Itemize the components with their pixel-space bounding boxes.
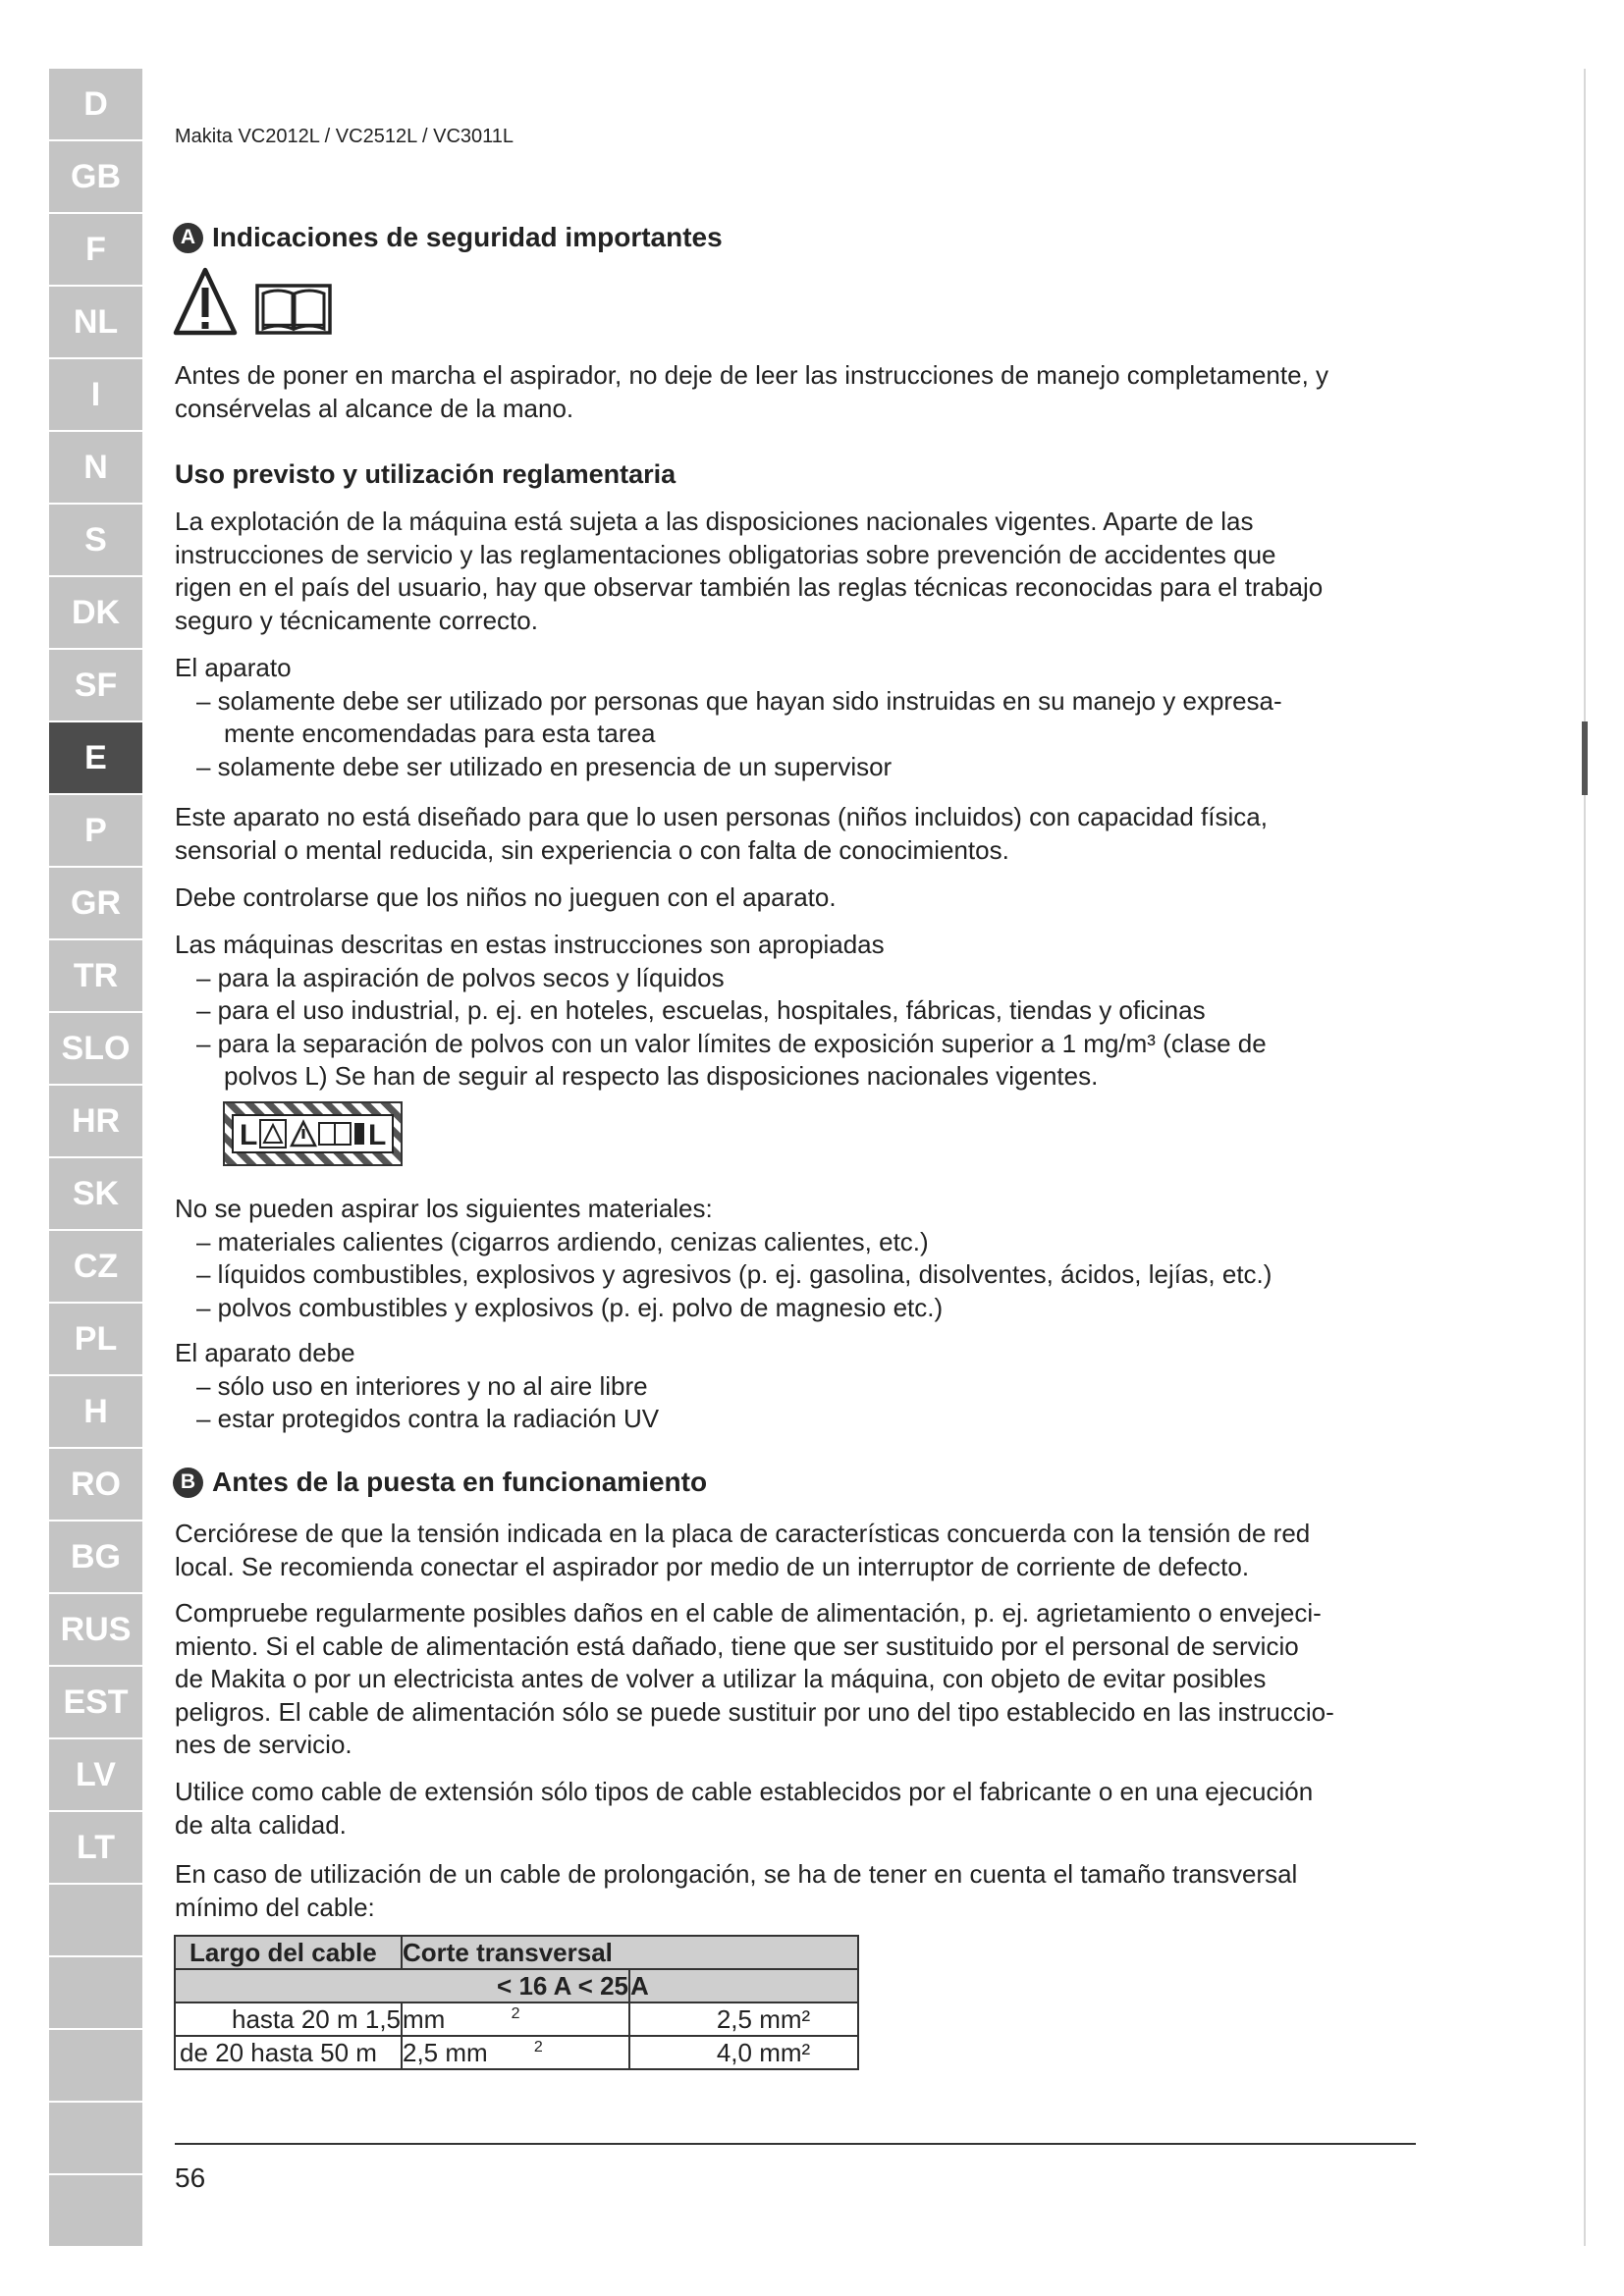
regulation-paragraph bbox=[175, 506, 1432, 637]
operator-item-1-cont: mente encomendadas para esta tarea bbox=[224, 719, 656, 749]
language-tab-empty bbox=[49, 2030, 142, 2103]
dust-class-l-label bbox=[223, 1101, 403, 1166]
language-tab-s[interactable]: S bbox=[49, 505, 142, 577]
section-b-badge: B bbox=[173, 1468, 203, 1498]
language-tab-tr[interactable]: TR bbox=[49, 940, 142, 1013]
row2-section-16a bbox=[402, 2036, 629, 2069]
section-a-badge: A bbox=[173, 223, 203, 253]
language-tab-h[interactable]: H bbox=[49, 1376, 142, 1449]
header-current-range: < 16 A < 25 bbox=[175, 1969, 629, 2002]
table-header-row-2 bbox=[175, 1969, 858, 2002]
regulation-line-4: seguro y técnicamente correcto. bbox=[175, 605, 538, 635]
language-tab-dk[interactable]: DK bbox=[49, 577, 142, 650]
dust-label-left-l: L bbox=[240, 1119, 258, 1151]
suitable-use-item-2: – para el uso industrial, p. ej. en hoteles, escuelas, hospitales, fábricas, tiendas y oficinas bbox=[196, 995, 1206, 1026]
regulation-line-1: La explotación de la máquina está sujeta a las disposiciones nacionales vigentes. Aparte de las bbox=[175, 507, 1254, 536]
footer-rule bbox=[175, 2143, 1416, 2145]
suitable-use-item-3-cont: polvos L) Se han de seguir al respecto las disposiciones nacionales vigentes. bbox=[224, 1061, 1099, 1092]
language-tab-empty bbox=[49, 1957, 142, 2030]
cross-section-line-2: mínimo del cable: bbox=[175, 1892, 375, 1922]
language-tab-empty bbox=[49, 1885, 142, 1957]
cable-damage-line-2: miento. Si el cable de alimentación está dañado, tiene que ser sustituido por el personal de servicio bbox=[175, 1630, 1299, 1661]
language-tab-est[interactable]: EST bbox=[49, 1667, 142, 1739]
warning-triangle-icon bbox=[173, 266, 238, 337]
intro-line-1: Antes de poner en marcha el aspirador, no deje de leer las instrucciones de manejo completamente, y bbox=[175, 360, 1329, 390]
cable-damage-line-3: de Makita o por un electricista antes de volver a utilizar la máquina, con objeto de evitar posibles bbox=[175, 1664, 1267, 1694]
language-tab-slo[interactable]: SLO bbox=[49, 1013, 142, 1086]
cable-damage-line-1: Compruebe regularmente posibles daños en el cable de alimentación, p. ej. agrietamiento o envejeci- bbox=[175, 1598, 1322, 1628]
row1-section-25a: 2,5 mm² bbox=[629, 2002, 858, 2036]
voltage-line-1: Cerciórese de que la tensión indicada en la placa de características concuerda con la tensión de red bbox=[175, 1519, 1311, 1548]
extension-line-1: Utilice como cable de extensión sólo tipos de cable establecidos por el fabricante o en una ejecución bbox=[175, 1777, 1314, 1806]
language-tab-ro[interactable]: RO bbox=[49, 1449, 142, 1522]
safety-icons bbox=[173, 266, 334, 337]
voltage-line-2: local. Se recomienda conectar el aspirador por medio de un interruptor de corriente de defecto. bbox=[175, 1551, 1250, 1581]
cable-damage-paragraph bbox=[175, 1597, 1432, 1762]
section-marker bbox=[1582, 721, 1588, 795]
language-tab-f[interactable]: F bbox=[49, 214, 142, 287]
language-tab-empty bbox=[49, 2103, 142, 2175]
model-header: Makita VC2012L / VC2512L / VC3011L bbox=[175, 126, 514, 147]
operator-paragraph bbox=[175, 652, 1432, 783]
regulation-line-3: rigen en el país del usuario, hay que observar también las reglas técnicas reconocidas para el trabajo bbox=[175, 572, 1324, 603]
suitable-use-item-1: – para la aspiración de polvos secos y líquidos bbox=[196, 962, 725, 992]
language-tab-gb[interactable]: GB bbox=[49, 141, 142, 214]
children-paragraph bbox=[175, 881, 1432, 915]
section-a-title bbox=[173, 222, 723, 253]
regulation-line-2: instrucciones de servicio y las reglamentaciones obligatorias sobre prevención de accidentes que bbox=[175, 539, 1276, 569]
indoor-item-1: – sólo uso en interiores y no al aire libre bbox=[196, 1370, 648, 1401]
language-tab-hr[interactable]: HR bbox=[49, 1086, 142, 1158]
section-a-title-text: Indicaciones de seguridad importantes bbox=[212, 222, 723, 252]
language-tab-sk[interactable]: SK bbox=[49, 1158, 142, 1231]
indoor-item-2: – estar protegidos contra la radiación UV bbox=[196, 1404, 660, 1434]
header-cable-length: Largo del cable bbox=[175, 1936, 402, 1969]
intro-paragraph bbox=[175, 359, 1432, 425]
section-b-title-text: Antes de la puesta en funcionamiento bbox=[212, 1467, 708, 1497]
language-tab-i[interactable]: I bbox=[49, 359, 142, 432]
cable-cross-section-table bbox=[174, 1935, 859, 2070]
indoor-lead: El aparato debe bbox=[175, 1338, 355, 1367]
language-tab-lv[interactable]: LV bbox=[49, 1739, 142, 1812]
extension-line-2: de alta calidad. bbox=[175, 1809, 347, 1840]
row2-section-16a-value: 2,5 mm bbox=[403, 2037, 488, 2067]
read-manual-icon bbox=[253, 282, 334, 337]
header-cross-section: Corte transversal bbox=[402, 1936, 858, 1969]
language-tab-cz[interactable]: CZ bbox=[49, 1231, 142, 1304]
suitable-use-paragraph bbox=[175, 929, 1432, 1094]
section-b-title bbox=[173, 1467, 707, 1498]
language-sidebar bbox=[49, 69, 142, 2246]
row2-superscript: 2 bbox=[533, 2038, 543, 2056]
row1-section-16a bbox=[402, 2002, 629, 2036]
language-tab-lt[interactable]: LT bbox=[49, 1812, 142, 1885]
language-tab-pl[interactable]: PL bbox=[49, 1304, 142, 1376]
dust-label-right-l: L bbox=[368, 1119, 387, 1151]
right-margin-line bbox=[1584, 69, 1586, 2246]
prohibited-item-1: – materiales calientes (cigarros ardiendo, cenizas calientes, etc.) bbox=[196, 1226, 929, 1256]
cable-damage-line-4: peligros. El cable de alimentación sólo se puede sustituir por uno del tipo establecido en las instruccio- bbox=[175, 1696, 1334, 1727]
operator-item-1: – solamente debe ser utilizado por personas que hayan sido instruidas en su manejo y expresa- bbox=[196, 685, 1282, 716]
intro-line-2: consérvelas al alcance de la mano. bbox=[175, 393, 574, 423]
cross-section-line-1: En caso de utilización de un cable de prolongación, se ha de tener en cuenta el tamaño transversal bbox=[175, 1859, 1298, 1889]
language-tab-d[interactable]: D bbox=[49, 69, 142, 141]
language-tab-nl[interactable]: NL bbox=[49, 287, 142, 359]
operator-item-2: – solamente debe ser utilizado en presencia de un supervisor bbox=[196, 751, 893, 781]
row1-superscript: 2 bbox=[511, 2004, 520, 2022]
language-tab-p[interactable]: P bbox=[49, 795, 142, 868]
prohibited-item-3: – polvos combustibles y explosivos (p. ej. polvo de magnesio etc.) bbox=[196, 1292, 944, 1322]
language-tab-e[interactable]: E bbox=[49, 722, 142, 795]
table-row bbox=[175, 2036, 858, 2069]
language-tab-sf[interactable]: SF bbox=[49, 650, 142, 722]
language-tab-bg[interactable]: BG bbox=[49, 1522, 142, 1594]
children-line: Debe controlarse que los niños no jueguen con el aparato. bbox=[175, 882, 837, 912]
prohibited-materials-paragraph bbox=[175, 1193, 1432, 1324]
language-tab-rus[interactable]: RUS bbox=[49, 1594, 142, 1667]
row1-section-16a-value: mm bbox=[403, 2003, 446, 2034]
language-tab-empty bbox=[49, 2175, 142, 2248]
page-number: 56 bbox=[175, 2163, 206, 2193]
prohibited-lead: No se pueden aspirar los siguientes materiales: bbox=[175, 1194, 713, 1223]
row1-length: hasta 20 m 1,5 bbox=[175, 2002, 402, 2036]
row2-section-25a: 4,0 mm² bbox=[629, 2036, 858, 2069]
cable-damage-line-5: nes de servicio. bbox=[175, 1730, 352, 1760]
extension-cable-paragraph bbox=[175, 1776, 1432, 1842]
row2-length: de 20 hasta 50 m bbox=[175, 2036, 402, 2069]
intended-use-title: Uso previsto y utilización reglamentaria bbox=[175, 459, 677, 489]
indoor-use-paragraph bbox=[175, 1337, 1432, 1436]
prohibited-item-2: – líquidos combustibles, explosivos y agresivos (p. ej. gasolina, disolventes, ácidos, lejías, etc.) bbox=[196, 1259, 1272, 1290]
language-tab-n[interactable]: N bbox=[49, 432, 142, 505]
capability-line-1: Este aparato no está diseñado para que lo usen personas (niños incluidos) con capacidad física, bbox=[175, 802, 1268, 831]
table-row bbox=[175, 2002, 858, 2036]
suitable-use-lead: Las máquinas descritas en estas instrucciones son apropiadas bbox=[175, 930, 885, 959]
capability-paragraph bbox=[175, 801, 1432, 867]
operator-lead: El aparato bbox=[175, 653, 292, 682]
voltage-paragraph bbox=[175, 1518, 1432, 1583]
language-tab-gr[interactable]: GR bbox=[49, 868, 142, 940]
cross-section-paragraph bbox=[175, 1858, 1432, 1924]
suitable-use-item-3: – para la separación de polvos con un valor límites de exposición superior a 1 mg/m³ (clase de bbox=[196, 1028, 1267, 1058]
table-header-row-1 bbox=[175, 1936, 858, 1969]
header-current-unit: A bbox=[629, 1969, 858, 2002]
capability-line-2: sensorial o mental reducida, sin experiencia o con falta de conocimientos. bbox=[175, 834, 1009, 865]
